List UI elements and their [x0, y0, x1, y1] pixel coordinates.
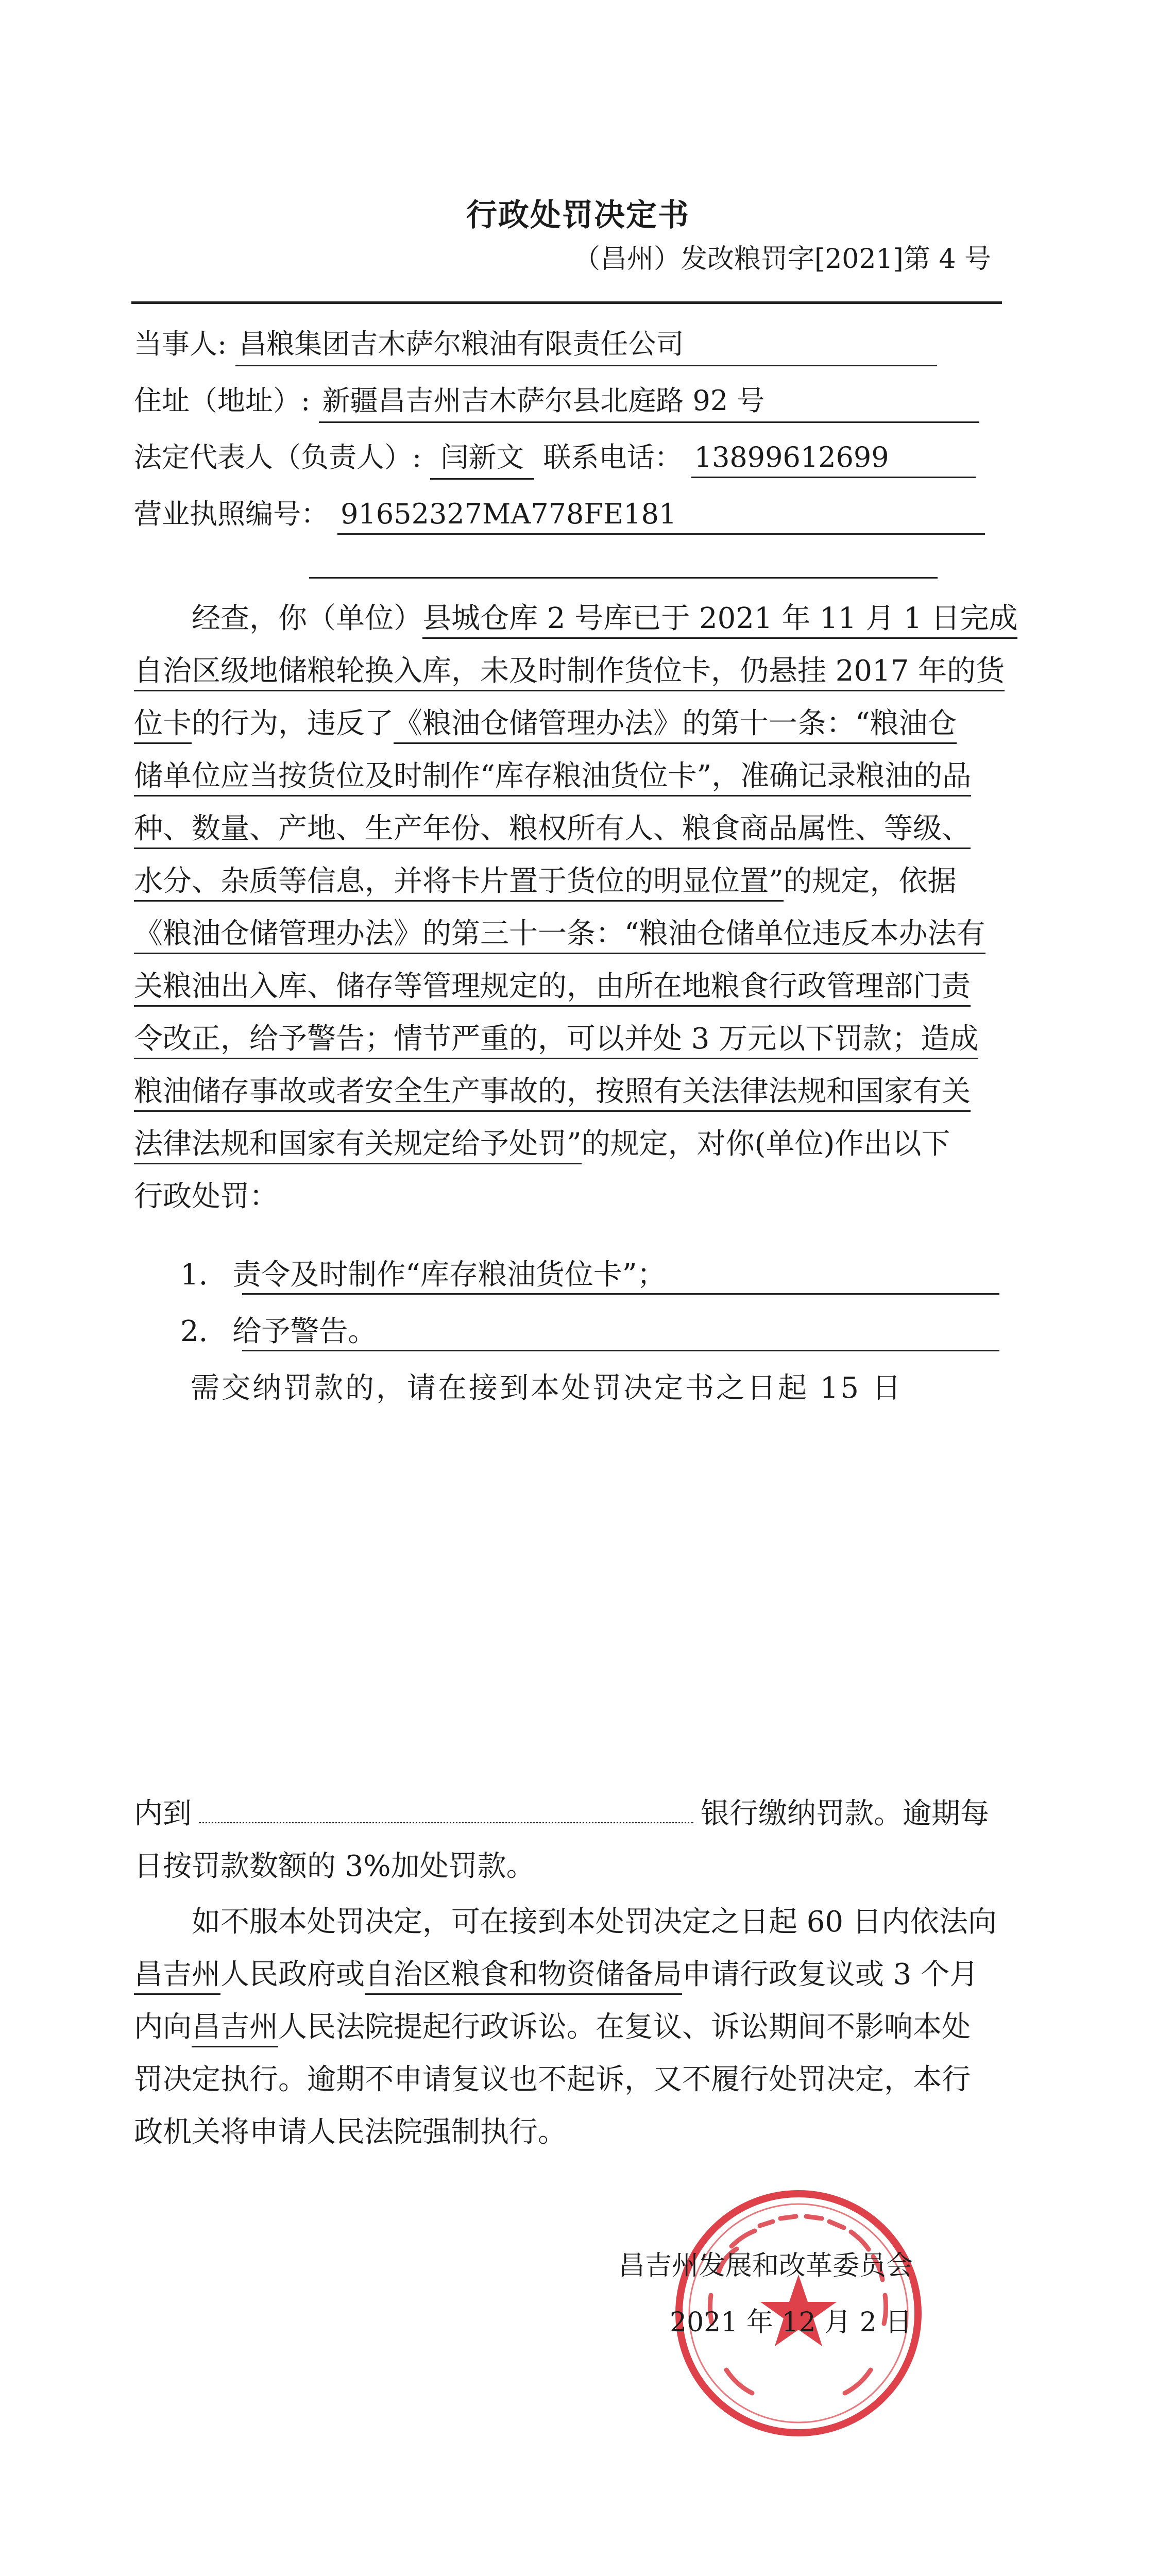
- appeal-text: 人民政府或: [220, 1958, 365, 1991]
- findings-text: 经查，你（单位）: [192, 602, 422, 635]
- penalty-item-rule: [242, 1293, 999, 1295]
- regulation-citation: 储单位应当按货位及时制作“库存粮油货位卡”，准确记录粮油的品: [134, 759, 971, 796]
- issue-date: 2021 年 12 月 2 日: [670, 2307, 912, 2338]
- issuing-organization: 昌吉州发展和改革委员会: [618, 2250, 913, 2281]
- payment-paragraph: [134, 1788, 999, 1893]
- bank-name-blank: [199, 1796, 693, 1823]
- appeal-authority: 昌吉州: [192, 2010, 278, 2047]
- address-value: 新疆昌吉州吉木萨尔县北庭路 92 号: [319, 379, 979, 423]
- findings-text: 的规定，对你(单位)作出以下: [581, 1127, 950, 1161]
- basis-citation: 《粮油仓储管理办法》的第三十一条：“粮油仓储单位违反本办法有: [134, 917, 985, 954]
- appeal-paragraph: [134, 1896, 999, 2159]
- basis-citation: 令改正，给予警告；情节严重的，可以并处 3 万元以下罚款；造成: [134, 1022, 978, 1059]
- penalty-item-text: 责令及时制作“库存粮油货位卡”；: [232, 1258, 666, 1292]
- appeal-authority: 昌吉州: [134, 1958, 220, 1995]
- regulation-citation: 《粮油仓储管理办法》的第十一条：“粮油仓: [394, 707, 957, 744]
- license-value: 91652327MA778FE181: [337, 498, 985, 535]
- appeal-text: 罚决定执行。逾期不申请复议也不起诉，又不履行处罚决定，本行: [134, 2063, 971, 2096]
- appeal-text: 如不服本处罚决定，可在接到本处罚决定之日起 60 日内依法向: [192, 1905, 997, 1939]
- party-row: [134, 322, 937, 366]
- regulation-citation: 种、数量、产地、生产年份、粮权所有人、粮食商品属性、等级、: [134, 812, 971, 849]
- appeal-text: 申请行政复议或 3 个月: [682, 1958, 979, 1991]
- findings-text: 行政处罚：: [134, 1180, 278, 1213]
- license-label: 营业执照编号：: [134, 498, 329, 530]
- payment-text: 银行缴纳罚款。逾期每: [701, 1797, 989, 1831]
- penalty-item-2: [180, 1309, 377, 1350]
- representative-value: 闫新文: [430, 435, 534, 480]
- section-rule: [309, 577, 938, 579]
- findings-paragraph: [134, 592, 1018, 1223]
- phone-label: 联系电话：: [543, 441, 683, 473]
- party-value: 昌粮集团吉木萨尔粮油有限责任公司: [235, 322, 937, 366]
- penalty-item-number: 1.: [180, 1258, 208, 1292]
- findings-fact: 位卡: [134, 707, 192, 744]
- appeal-text: 人民法院提起行政诉讼。在复议、诉讼期间不影响本处: [278, 2010, 971, 2044]
- address-label: 住址（地址）:: [134, 384, 311, 417]
- party-label: 当事人:: [134, 328, 227, 360]
- findings-fact: 自治区级地储粮轮换入库，未及时制作货位卡，仍悬挂 2017 年的货: [134, 654, 1005, 691]
- payment-text: 内到: [134, 1797, 192, 1831]
- fine-payment-line: 需交纳罚款的，请在接到本处罚决定书之日起 15 日: [191, 1371, 903, 1405]
- findings-fact: 县城仓库 2 号库已于 2021 年 11 月 1 日完成: [422, 602, 1017, 639]
- findings-text: 的规定，依据: [783, 865, 957, 898]
- phone-value: 13899612699: [691, 441, 976, 478]
- license-row: [134, 492, 985, 535]
- appeal-text: 政机关将申请人民法院强制执行。: [134, 2115, 567, 2149]
- penalty-item-1: [180, 1252, 666, 1293]
- appeal-authority: 自治区粮食和物资储备局: [365, 1958, 682, 1995]
- findings-text: 的行为，违反了: [192, 707, 394, 740]
- document-number: （昌州）发改粮罚字[2021]第 4 号: [573, 244, 991, 275]
- representative-row: [134, 435, 976, 480]
- address-row: [134, 379, 979, 423]
- penalty-item-rule: [242, 1350, 999, 1351]
- regulation-citation: 水分、杂质等信息，并将卡片置于货位的明显位置”: [134, 865, 784, 902]
- penalty-item-text: 给予警告。: [232, 1315, 377, 1348]
- basis-citation: 法律法规和国家有关规定给予处罚”: [134, 1127, 582, 1164]
- basis-citation: 关粮油出入库、储存等管理规定的，由所在地粮食行政管理部门责: [134, 970, 971, 1007]
- appeal-text: 内向: [134, 2010, 192, 2044]
- payment-text: 日按罚款数额的 3%加处罚款。: [134, 1850, 535, 1883]
- header-rule: [131, 301, 1002, 304]
- basis-citation: 粮油储存事故或者安全生产事故的，按照有关法律法规和国家有关: [134, 1075, 971, 1112]
- representative-label: 法定代表人（负责人）:: [134, 441, 422, 473]
- document-title: 行政处罚决定书: [466, 197, 690, 233]
- penalty-item-number: 2.: [180, 1315, 208, 1348]
